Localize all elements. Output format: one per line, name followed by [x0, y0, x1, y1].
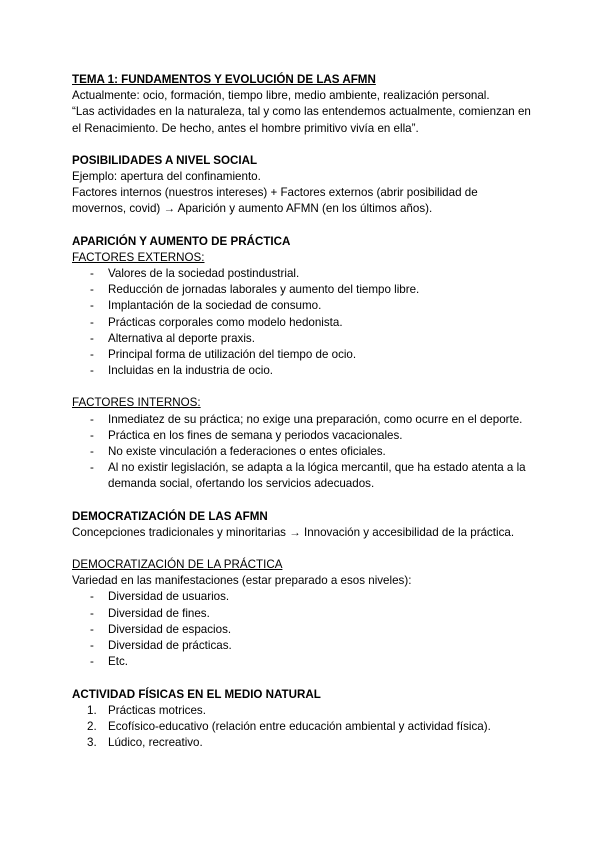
list-item: - Principal forma de utilización del tiempo de ocio. — [72, 347, 532, 363]
paragraph-concepciones: Concepciones tradicionales y minoritarias → Innovación y accesibilidad de la práctica. — [72, 525, 515, 539]
list-item: - Práctica en los fines de semana y periodos vacacionales. — [72, 428, 532, 444]
dash-marker: - — [90, 299, 94, 313]
list-factores-externos — [72, 266, 532, 379]
paragraph-actualmente: Actualmente: ocio, formación, tiempo libre, medio ambiente, realización personal. — [72, 89, 490, 103]
list-item: - Etc. — [72, 654, 532, 670]
dash-marker: - — [90, 267, 94, 281]
list-item: - Reducción de jornadas laborales y aumento del tiempo libre. — [72, 282, 532, 298]
list-item: - Diversidad de usuarios. — [72, 589, 532, 605]
list-item: - Al no existir legislación, se adapta a la lógica mercantil, que ha estado atenta a la demanda social, ofertando los servicios adecuados. — [90, 461, 526, 491]
dash-marker: - — [90, 364, 94, 378]
dash-marker: - — [90, 445, 94, 459]
dash-marker: - — [90, 348, 94, 362]
subheading-factores-internos: FACTORES INTERNOS: — [72, 396, 201, 410]
dash-marker: - — [90, 315, 94, 329]
number-marker: 3. — [87, 736, 97, 750]
paragraph-factores: Factores internos (nuestros intereses) + Factores externos (abrir posibilidad de movernos, covid) → Aparición y aumento AFMN (en los últimos años). — [72, 186, 478, 216]
list-item: - Diversidad de espacios. — [72, 622, 532, 638]
list-item: - Incluidas en la industria de ocio. — [72, 363, 532, 379]
dash-marker: - — [90, 622, 94, 636]
paragraph-ejemplo: Ejemplo: apertura del confinamiento. — [72, 170, 261, 184]
dash-marker: - — [90, 606, 94, 620]
section-title-democratizacion: DEMOCRATIZACIÓN DE LAS AFMN — [72, 509, 268, 523]
dash-marker: - — [90, 428, 94, 442]
section-title-posibilidades: POSIBILIDADES A NIVEL SOCIAL — [72, 153, 258, 167]
list-item: - Diversidad de fines. — [72, 606, 532, 622]
list-item: 1. Prácticas motrices. — [72, 703, 532, 719]
section-title-tema-1: TEMA 1: FUNDAMENTOS Y EVOLUCIÓN DE LAS AFMN — [72, 73, 376, 86]
list-factores-internos — [72, 412, 532, 493]
list-item: - Diversidad de prácticas. — [72, 638, 532, 654]
number-marker: 2. — [87, 719, 97, 733]
list-item: - Prácticas corporales como modelo hedonista. — [72, 315, 532, 331]
dash-marker: - — [90, 655, 94, 669]
dash-marker: - — [90, 461, 94, 475]
list-item: - Implantación de la sociedad de consumo. — [72, 298, 532, 314]
list-item: - Inmediatez de su práctica; no exige una preparación, como ocurre en el deporte. — [72, 412, 532, 428]
dash-marker: - — [90, 331, 94, 345]
subheading-democratizacion-practica: DEMOCRATIZACIÓN DE LA PRÁCTICA — [72, 558, 283, 572]
section-title-aparicion: APARICIÓN Y AUMENTO DE PRÁCTICA — [72, 234, 291, 248]
list-actividad-fisicas — [72, 703, 532, 752]
dash-marker: - — [90, 639, 94, 653]
list-diversidad — [72, 589, 532, 670]
section-title-actividad-fisicas: ACTIVIDAD FÍSICAS EN EL MEDIO NATURAL — [72, 687, 321, 701]
list-item: 2. Ecofísico-educativo (relación entre educación ambiental y actividad física). — [72, 719, 532, 735]
paragraph-quote: “Las actividades en la naturaleza, tal y como las entendemos actualmente, comienzan en el Renacimiento. De hecho, antes el hombre primitivo vivía en ella”. — [72, 105, 531, 135]
list-item: - Alternativa al deporte praxis. — [72, 331, 532, 347]
dash-marker: - — [90, 283, 94, 297]
list-item: - Valores de la sociedad postindustrial. — [72, 266, 532, 282]
list-item: - No existe vinculación a federaciones o entes oficiales. — [72, 444, 532, 460]
paragraph-variedad: Variedad en las manifestaciones (estar preparado a esos niveles): — [72, 574, 412, 588]
list-item: 3. Lúdico, recreativo. — [72, 735, 532, 751]
number-marker: 1. — [87, 703, 97, 717]
dash-marker: - — [90, 590, 94, 604]
dash-marker: - — [90, 412, 94, 426]
document-page — [72, 72, 532, 751]
subheading-factores-externos: FACTORES EXTERNOS: — [72, 250, 205, 264]
